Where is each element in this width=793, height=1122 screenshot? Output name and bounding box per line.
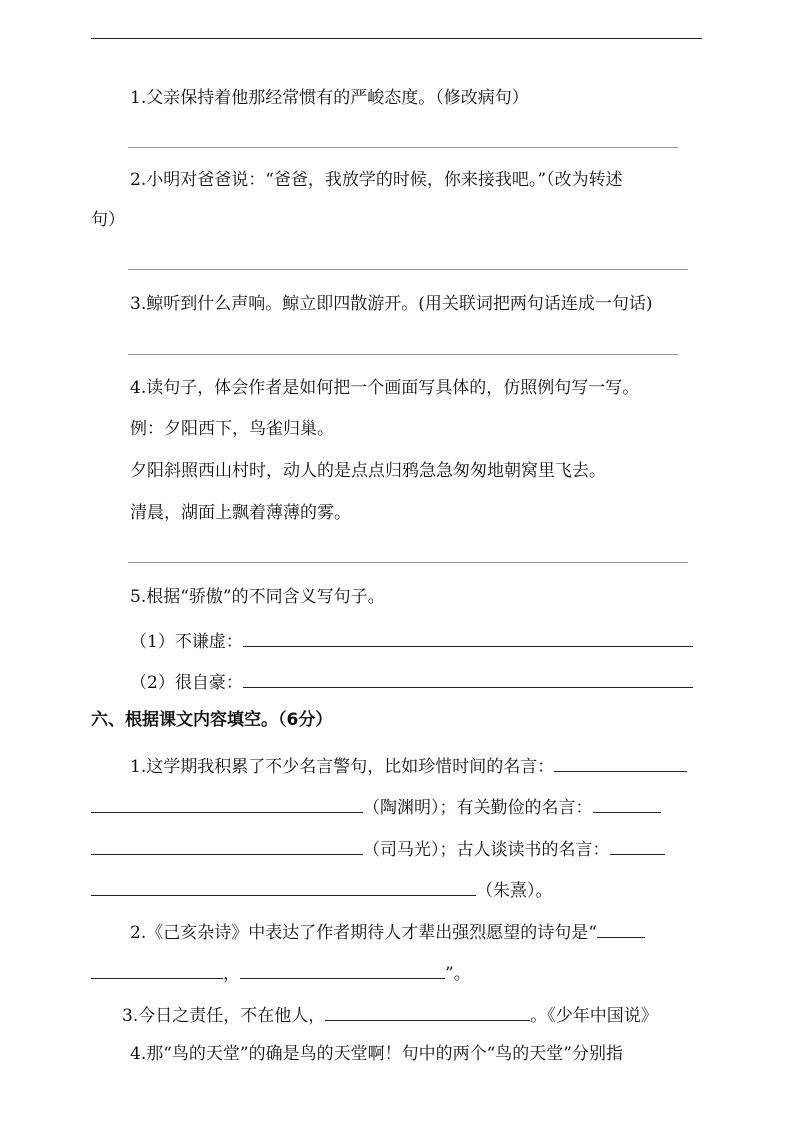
- answer-blank-s6-2c[interactable]: [240, 963, 445, 979]
- s6-question-1-line-2: [91, 797, 661, 817]
- question-5-b-label: （2）很自豪：: [130, 673, 243, 693]
- s6-question-1-line-1: [130, 756, 687, 776]
- s6-question-2-comma: ，: [223, 964, 240, 984]
- answer-blank-s6-1e[interactable]: [610, 839, 665, 855]
- answer-blank-5b[interactable]: [243, 672, 693, 688]
- s6-question-2-line-1: [130, 922, 645, 942]
- question-5-prompt: 5.根据“骄傲”的不同含义写句子。: [130, 587, 385, 607]
- question-5-a-label: （1）不谦虚：: [130, 632, 243, 652]
- answer-blank-s6-2b[interactable]: [91, 963, 223, 979]
- s6-question-1-text: 1.这学期我积累了不少名言警句，比如珍惜时间的名言：: [130, 757, 555, 777]
- question-4-prompt: 4.读句子，体会作者是如何把一个画面写具体的，仿照例句写一写。: [130, 378, 640, 398]
- question-5-a: [130, 631, 693, 651]
- s6-question-3: [122, 1005, 658, 1025]
- s6-question-2-text: 2.《己亥杂诗》中表达了作者期待人才辈出强烈愿望的诗句是“: [130, 923, 597, 943]
- answer-blank-s6-1a[interactable]: [554, 756, 687, 772]
- s6-question-1-line-3-text: （司马光）；古人谈读书的名言：: [363, 840, 610, 860]
- question-4-expanded: 夕阳斜照西山村时，动人的是点点归鸦急急匆匆地朝窝里飞去。: [130, 461, 606, 481]
- answer-line-3[interactable]: [128, 354, 678, 355]
- answer-blank-5a[interactable]: [243, 631, 693, 647]
- s6-question-3-text: 3.今日之责任，不在他人，: [122, 1006, 326, 1026]
- s6-question-2-end: ”。: [445, 964, 471, 984]
- top-rule: [91, 38, 702, 39]
- answer-blank-s6-3[interactable]: [325, 1005, 530, 1021]
- question-3: 3.鲸听到什么声响。鲸立即四散游开。(用关联词把两句话连成一句话): [130, 294, 653, 314]
- question-2-line-1: 2.小明对爸爸说：“爸爸，我放学的时候，你来接我吧。”（改为转述: [130, 170, 623, 190]
- answer-blank-s6-2a[interactable]: [597, 922, 645, 938]
- s6-question-3-suffix: 。《少年中国说》: [530, 1006, 658, 1026]
- question-2-line-2: 句）: [91, 210, 125, 230]
- s6-question-2-line-2: [91, 963, 471, 983]
- s6-question-4: 4.那“鸟的天堂”的确是鸟的天堂啊！句中的两个“鸟的天堂”分别指: [130, 1044, 623, 1064]
- question-4-task: 清晨，湖面上飘着薄薄的雾。: [130, 503, 351, 523]
- s6-question-1-line-3: [91, 839, 665, 859]
- answer-blank-s6-1f[interactable]: [91, 880, 476, 896]
- answer-line-4[interactable]: [128, 562, 688, 563]
- question-4-example: 例：夕阳西下，鸟雀归巢。: [130, 419, 334, 439]
- section-6-title: 六、根据课文内容填空。（6分）: [91, 710, 333, 730]
- answer-line-1[interactable]: [128, 147, 678, 148]
- answer-blank-s6-1b[interactable]: [91, 797, 363, 813]
- s6-question-1-line-2-text: （陶渊明）；有关勤俭的名言：: [363, 798, 593, 818]
- question-5-b: [130, 672, 693, 692]
- s6-question-1-line-4: [91, 880, 553, 900]
- answer-line-2[interactable]: [128, 269, 688, 270]
- s6-question-1-line-4-text: （朱熹）。: [476, 881, 553, 901]
- question-1: 1.父亲保持着他那经常惯有的严峻态度。（修改病句）: [130, 88, 529, 108]
- answer-blank-s6-1d[interactable]: [91, 839, 363, 855]
- answer-blank-s6-1c[interactable]: [593, 797, 661, 813]
